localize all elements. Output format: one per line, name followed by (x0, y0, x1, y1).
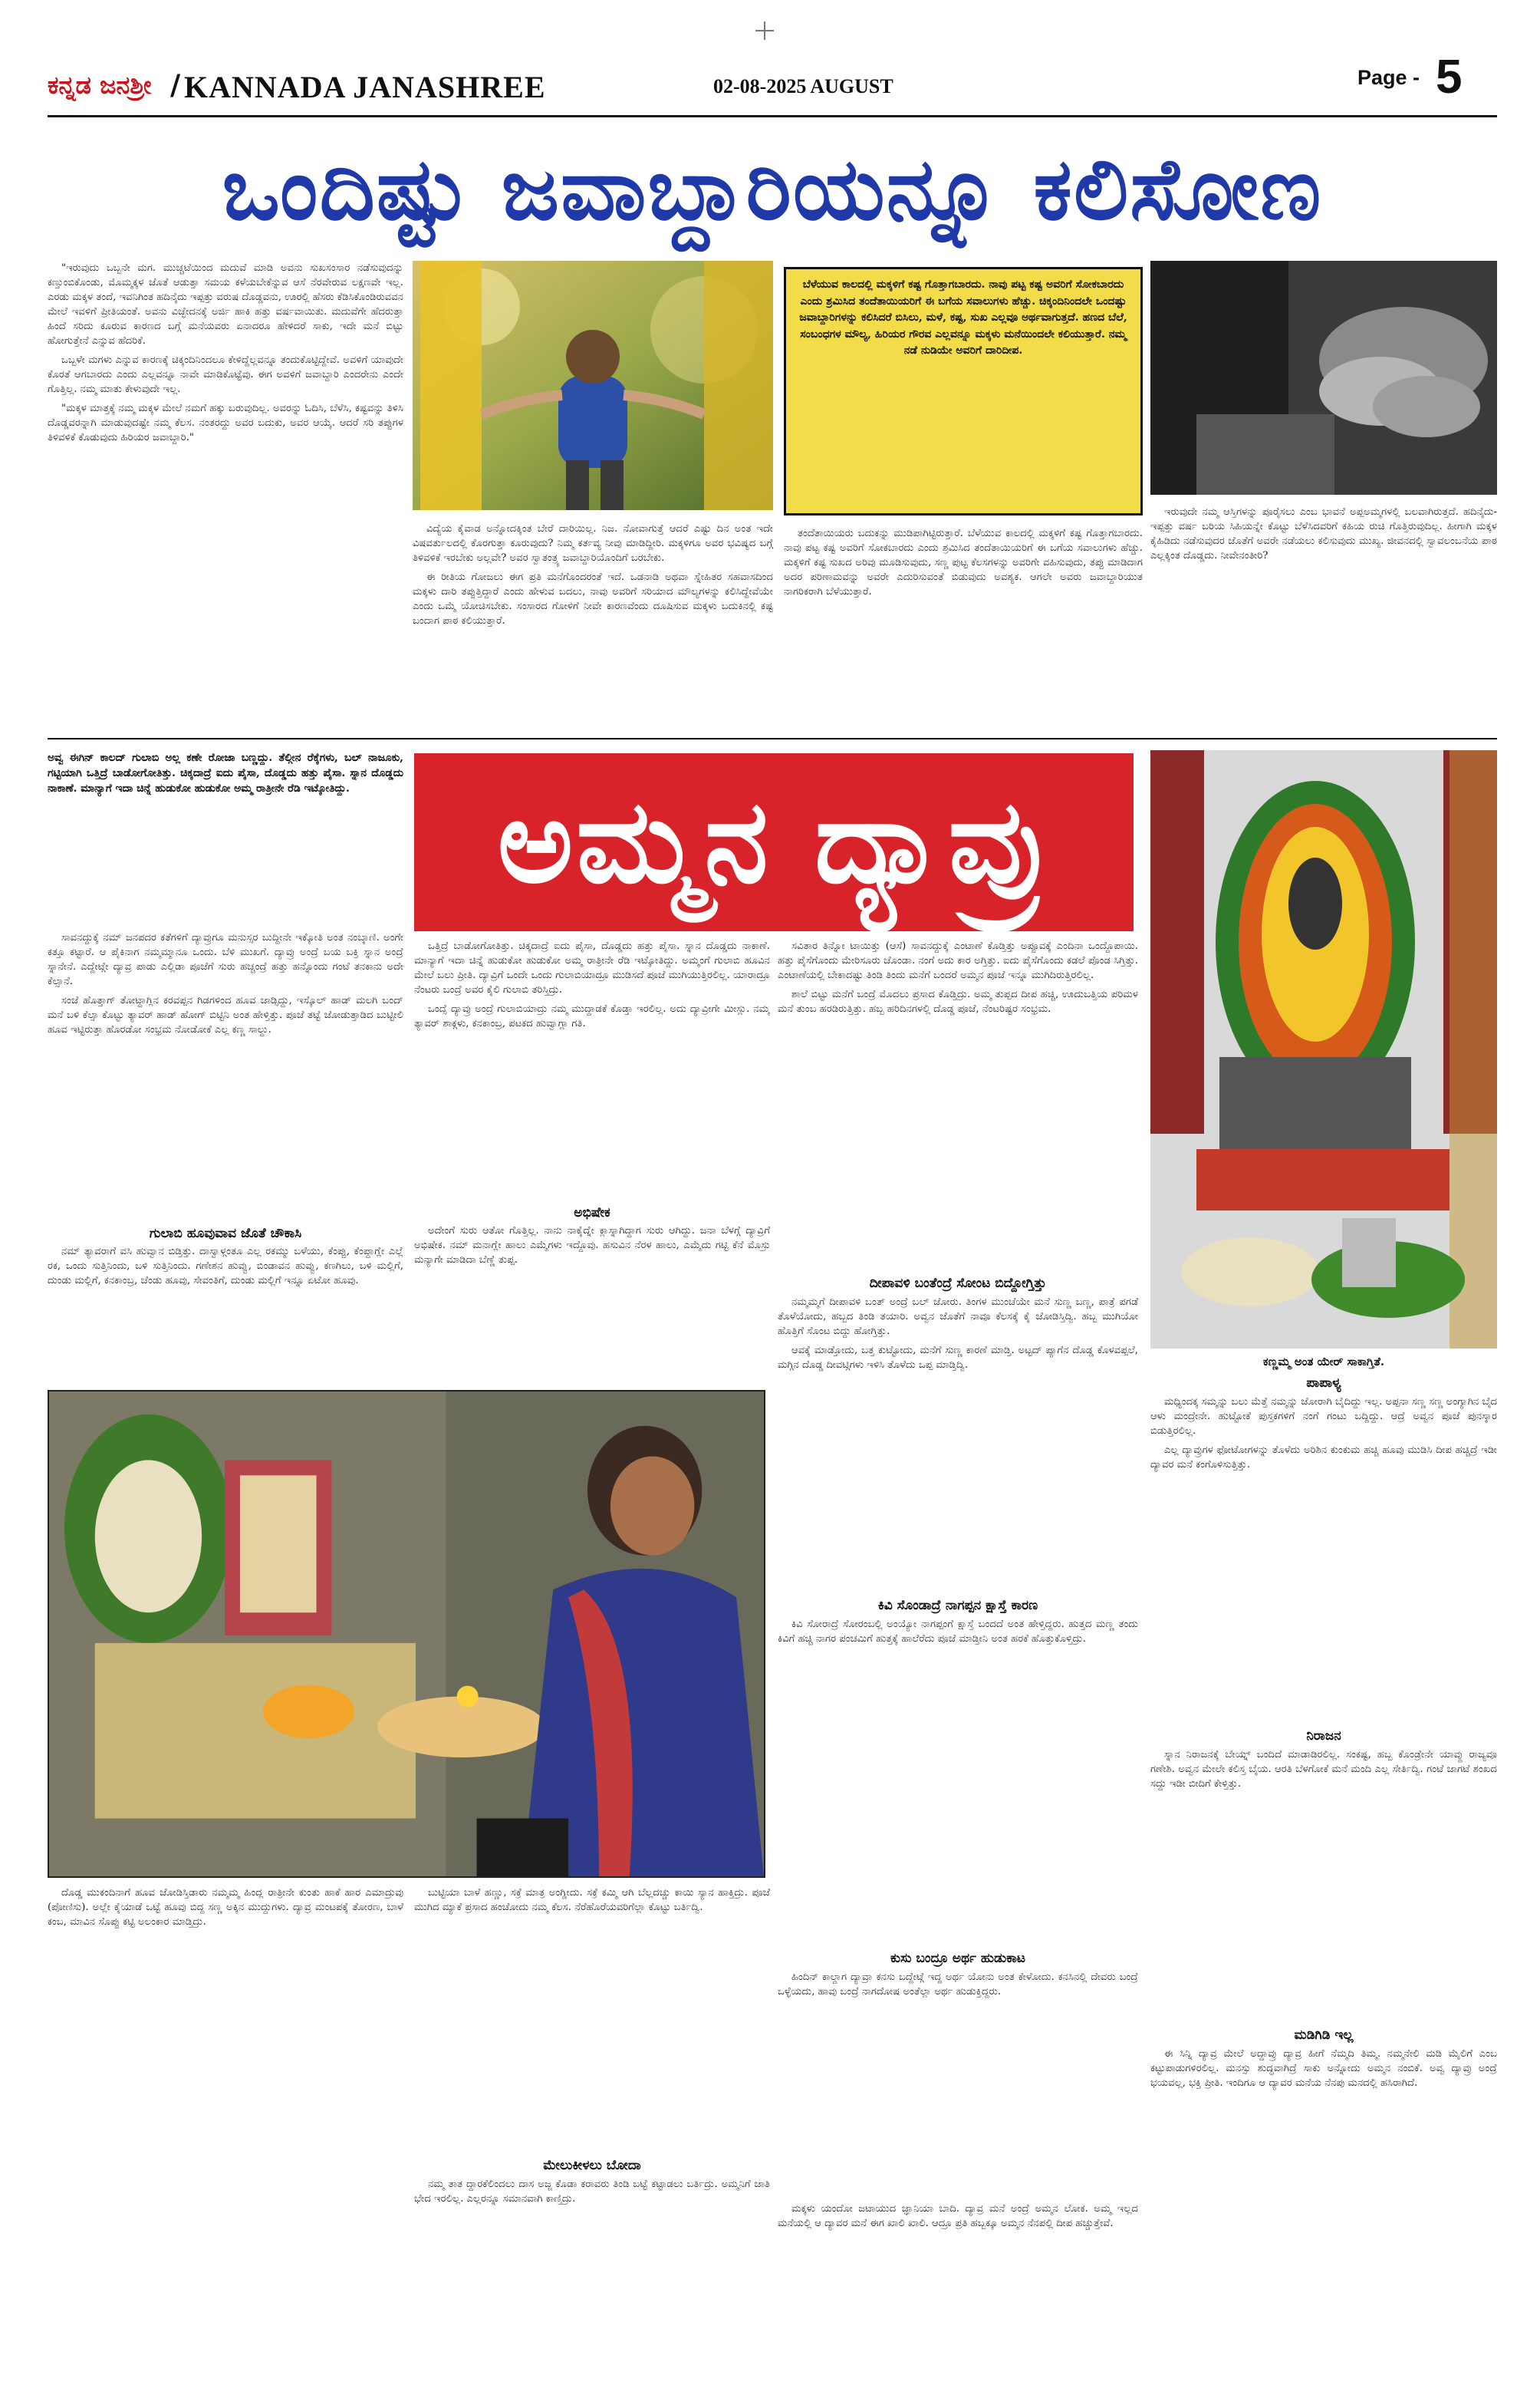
holding-hands-photo (1150, 261, 1497, 495)
article2-col1 (48, 930, 403, 1222)
shrine-photo-caption: ಕಣ್ಣಮ್ಮ ಅಂತ ಯೇರ್ ಸಾಕಾಗ್ತಿತೆ. (1262, 1355, 1385, 1368)
section-rule (48, 738, 1497, 739)
article2-col1-para: ಸಂಜೆ ಹೊತ್ತಾಗ್ ತೋಟ್ದಾಗ್ಲಿನ ಕರವಪ್ಪನ ಗಿಡಗಳಿಂದ ಹೂವ ಜಾಡ್ಸಿದ್ದು, ಇಸ್ಕೊಲ್ ಹಾಡ್ ಮಲಗಿ ಬಂದ್ ಮನೆ ಬಳಿ ಕೆಲ್ಸಾ ಕೊಟ್ಟು ತ್ಯಾವರ್ ಹಾಡ್ ಹೋಗ್ ಬಿಟ್ಟಿನಿ ಅಂತ ಹೇಳ್ತಿತ್ತು. ಪೂಜೆ ತಟ್ಟೆ ಜೋಡುತ್ತಾಡಿದ ಬುಟ್ಟೀಲಿ ಹೂವ ಇಟ್ಟಿರುತ್ತಾ ಹೊರಡೋ ಸಂಭ್ರಮ ನೋಡೋಕೆ ಎಲ್ಲ ಕಣ್ಣ ಸಾಲ್ದು. (48, 995, 403, 1036)
article2-colB3-para: ಮಕ್ಕಳು ಯಂದೋ ಜಟಾಯುದ ಜ್ಞಾನಿಯಾ ಬಾದಿ. ದ್ಯಾವ್ರ ಮನೆ ಅಂದ್ರೆ ಅಮ್ಮನ ಲೋಕ. ಅಮ್ಮ ಇಲ್ಲದ ಮನೆಯಲ್ಲಿ ಆ ದ್ಯಾವರ ಮನೆ ಈಗ ಖಾಲಿ ಖಾಲಿ. ಆದ್ರೂ ಪ್ರತಿ ಹಬ್ಬಕ್ಕೂ ಅಮ್ಮನ ನೆನಪಲ್ಲಿ ದೀಪ ಹಚ್ಚುತ್ತೇವೆ. (778, 2203, 1138, 2229)
article2-col3c (778, 1617, 1138, 1939)
article1-col2-para: ವಿದ್ಯೆಯ ಕೈವಾಡ ಅನ್ನೋದಕ್ಕಿಂತ ಬೇರೆ ದಾರಿಯಿಲ್ಲ. ನಿಜ. ನೋವಾಗುತ್ತೆ ಆದರೆ ಎಷ್ಟು ದಿನ ಅಂತ ಇದೇ ವಿಷವರ್ತುಲದಲ್ಲಿ ಕೊರಗುತ್ತಾ ಕೂರುವುದು? ನಿಮ್ಮ ಕರ್ತವ್ಯ ನೀವು ಮಾಡಿದ್ದೀರಿ. ಮಕ್ಕಳಿಗೂ ಅವರ ಭವಿಷ್ಯದ ಬಗ್ಗೆ ತಿಳಿವಳಿಕೆ ಇರಬೇಕು ಅಲ್ಲವೇ? ಅವರ ಸ್ವಾತಂತ್ರ್ಯ ಜವಾಬ್ದಾರಿಯೊಂದಿಗೆ ಬರಬೇಕು. (413, 523, 773, 564)
article1-col1 (48, 261, 403, 729)
article1-col2-para: ಈ ರೀತಿಯ ಗೋಜಲು ಈಗ ಪ್ರತಿ ಮನೆಗೊಂದರಂತೆ ಇದೆ. ಒಡನಾಡಿ ಅಥವಾ ಸ್ನೇಹಿತರ ಸಹವಾಸದಿಂದ ಮಕ್ಕಳು ದಾರಿ ತಪ್ಪುತ್ತಿದ್ದಾರೆ ಎಂದು ಹೇಳುವ ಬದಲು, ನಾವು ಅವರಿಗೆ ಸರಿಯಾದ ಮೌಲ್ಯಗಳನ್ನು ಕಲಿಸಿದ್ದೇವೆಯೇ ಎಂದು ಒಮ್ಮೆ ಯೋಚಿಸಬೇಕು. ಸಂಸಾರದ ಗೋಳಿಗೆ ನೀವೇ ಕಾರಣವೆಂದು ದೂಷಿಸುವ ಮಕ್ಕಳು ಬದುಕಿನಲ್ಲಿ ಕಷ್ಟ ಬಂದಾಗ ಪಾಠ ಕಲಿಯುತ್ತಾರೆ. (413, 571, 773, 627)
article2-col4-para: ಎಲ್ಲ ದ್ಯಾವ್ರುಗಳ ಫೋಟೋಗಳನ್ನು ತೊಳೆದು ಅರಿಶಿನ ಕುಂಕುಮ ಹಚ್ಚಿ ಹೂವು ಮುಡಿಸಿ ದೀಪ ಹಚ್ಚಿದ್ರೆ ಇಡೀ ದ್ಯಾವರ ಮನೆ ಕಂಗೊಳಿಸುತ್ತಿತ್ತು. (1150, 1444, 1497, 1471)
article2-subhead-rose: ಗುಲಾಬಿ ಹೂವುವಾವ ಜೊತೆ ಚೌಕಾಸಿ (149, 1226, 302, 1241)
shrine-photo (1150, 750, 1497, 1349)
article2-subhead-deepavali: ದೀಪಾವಳಿ ಬಂತೆಂದ್ರೆ ಸೋಂಟ ಬಿದ್ದೋಗ್ತಿತ್ತು (869, 1276, 1047, 1291)
article1-col1-para: "ಇರುವುದು ಒಬ್ಬನೇ ಮಗ. ಮುಚ್ಚಟೆಯಿಂದ ಮದುವೆ ಮಾಡಿ ಅವನು ಸುಖಸಂಸಾರ ನಡೆಸುವುದನ್ನು ಕಣ್ತುಂಬಿಕೊಂಡು, ಮೊಮ್ಮಕ್ಕಳ ಜೊತೆ ಆಡುತ್ತಾ ಸಮಯ ಕಳೆಯಬೇಕೆನ್ನುವ ಆಸೆ ನೆರವೇರುವ ಲಕ್ಷಣವೇ ಇಲ್ಲ. ಎರಡು ಮಕ್ಕಳ ತಂದೆ, ಇವನಿಗಿಂತ ಹದಿನೈದು ಇಪ್ಪತ್ತು ವರುಷ ದೊಡ್ಡವನು, ಊರಲ್ಲಿ ಹೆಸರು ಕೆಡಿಸಿಕೊಂಡಿರುವವನ ಮೇಲೆ ಇವಳಿಗೆ ಪ್ರೀತಿಯಂತೆ. ಅವನು ವಿಚ್ಛೇದನಕ್ಕೆ ಅರ್ಜಿ ಹಾಕಿ ಹತ್ತು ವರ್ಷವಾಯಿತು. ಮದುವೆಗೇ ಹೆದರುತ್ತಾ ಹಿಂದೆ ಸರಿದು ಕೂರುವ ಕಾರಣದ ಬಗ್ಗೆ ಮನೆಯವರು ಏನಾದರೂ ಹೇಳಿದರೆ ಸಾಕು, ಇದೇ ಮನೆ ಬಿಟ್ಟು ಹೋಗುತ್ತೇನೆ ಎನ್ನುವ ಹೆದರಿಕೆ. (48, 262, 403, 347)
article2-colB1 (48, 1886, 403, 2384)
article2-colB3 (778, 2202, 1138, 2384)
article2-col1b-para: ನಮ್ ತ್ಯಾವರಾಗೆ ವಸಿ ಹುವ್ವಾನ ಬಿಡ್ತಿತ್ತು. ದಾಸ್ವಾಳ್ಗಂತೂ ಎಲ್ಲ ರಕಮ್ಮು ಬಳೆಯು, ಕೆಂಪ್ಪು, ಕೆಂಪ್ದಾಗ್ಲೇ ಎಲ್ಲೆ ರಕ, ಒಂದು ಸುತ್ತಿನಿಂದು, ಬಳಿ ಸುತ್ತಿನಿಂದು. ಗಣೇಶನ ಹುವ್ವು, ಬಿಂಡಾವನ ಹುವ್ವು, ಕಣಗಿಲು, ಬಳಿ ಮಲ್ಲಿಗೆ, ದುಂಡು ಮಲ್ಲಿಗೆ, ಕನಕಾಂಬ್ರ, ಚೆಂಡು ಹೂವು, ಸೇವಂತಿಗೆ, ದುಂಡು ಮಲ್ಲಿಗೆ ಇನ್ನೂ ಏಟೋ ಹೂವು. (48, 1246, 403, 1286)
article2-subhead-kivi: ಕಿವಿ ಸೊಂಡಾದ್ರೆ ನಾಗಪ್ಪನ ಕ್ಷಾಸ್ತೆ ಕಾರಣ (877, 1598, 1038, 1613)
article2-col3-para: ಶಾಲೆ ಬಿಟ್ಟು ಮನೆಗೆ ಬಂದ್ರೆ ಮೊದಲು ಪ್ರಸಾದ ಕೊಡ್ತಿದ್ರು. ಅಮ್ಮ ತುಪ್ಪದ ದೀಪ ಹಚ್ಚಿ, ಊದುಬತ್ತಿಯ ಪರಿಮಳ ಮನೆ ತುಂಬ ಹರಡಿರುತ್ತಿತ್ತು. ಹಬ್ಬ ಹರಿದಿನಗಳಲ್ಲಿ ದೊಡ್ಡ ಪೂಜೆ, ನೆಂಟರಿಷ್ಟರ ಸಂಭ್ರಮ. (778, 989, 1138, 1015)
article2-col3d (778, 1970, 1138, 2200)
article2-col4-para: ಮಧ್ಯಿಂದಕ್ಕ ಸಮ್ಮನ್ನು ಬಲು ಮೆತ್ತೆ ನಮ್ಮನ್ನು ಜೋರಾಗಿ ಬೈದಿದ್ದು ಇಲ್ಲ. ಅಪ್ಪನಾ ಸಣ್ಣ ಸಣ್ಣ ಅಂಗ್ಯಾಗಿನ ಬೈದ ಆಳು ಮಂದ್ರೇನೇ. ಹುಟ್ಟೋಕೆ ಪುಸ್ತಕಗಳಿಗೆ ನಂಗೆ ಗಂಟು ಬದ್ದಿದ್ದು. ಆದ್ರೆ ಅವ್ವನ ಪೂಜೆ ಪುನಸ್ಕಾರ ಬಿಡುತ್ತಿರಲಿಲ್ಲ. (1150, 1396, 1497, 1437)
article2-col1-para: ಸಾವನದ್ದುಕ್ಕೆ ನಮ್ ಜನಪದರ ಕತೆಗಳಿಗೆ ದ್ಯಾವ್ರುಗೂ ಮನುಸ್ಸರ ಬುದ್ದೀನೇ ಇಕ್ಕೋತಿ ಅಂತ ನಂಬ್ಕಾಣಿ. ಅಂಗೇ ಕತ್ತೂ ಕಟ್ಟಾರೆ. ಆ ಪೈಕಿನಾಗ ನಮ್ಮಮ್ಮಾನೂ ಒಂದು. ಬೆಳಿ ಮುಖಗೆ. ದ್ಯಾವ್ರು ಅಂದ್ರೆ ಬಯ ಬಕ್ತಿ ಸ್ನಾನ ಅಂದ್ರೆ ಸ್ನಾನೇನೆ. ಎದ್ದೇಟ್ಗೇ ದ್ಯಾವ್ರ ಪಾಡು ಎಲ್ಲಿಡಾ ಪೂಜೆಗೆ ಸುರು ಹಚ್ಚಂದ್ರೆ ಹತ್ತು ಹನ್ನೊಂದು ಗಂಟೆ ತನಕಾನು ಅದೇ ಕೆಲ್ಸಾನೆ. (48, 932, 403, 987)
article2-col3 (778, 939, 1138, 1269)
article2-subhead-abhisheka: ಅಭಿಷೇಕ (574, 1205, 610, 1220)
article2-col4b-para: ಸ್ನಾನ ನಿರಾಜನಕ್ಕೆ ಬೇಯ್ನ್ ಬಂದಿದೆ ಮಾಡಾಡಿರಲಿಲ್ಲ. ಸಂಕಷ್ಟ, ಹಬ್ಬ ಕೊಂಡ್ರೇನೇ ಯಾವ್ದು ರಾಜ್ಯವೂ ಗಣೇಶಿ. ಅವ್ವನ ಮೇಲೇ ಕಲಿಸ್ತ ಬೈಯ. ಆರತಿ ಬೆಳಗೋಕೆ ಮನೆ ಮಂದಿ ಎಲ್ಲ ಸೇರ್ತಿದ್ವಿ. ಗಂಟೆ ಜಾಗಟೆ ಶಂಖದ ಸದ್ದು ಇಡೀ ಬೀದಿಗೆ ಕೇಳ್ತಿತ್ತು. (1150, 1749, 1497, 1790)
article2-colB2-para: ಬುಟ್ಟಿಯಾ ಬಾಳೆ ಹಣ್ಣು, ಸಕ್ರೆ ಮಾತ್ರ ಅಂಗ್ಡೀದು. ಸಕ್ರೆ ಕಮ್ಮಿ ಆಗಿ ಬೆಲ್ಲದಚ್ಚು ಕಾಯಿ ಸ್ಯಾನ ಹಾಕ್ತಿದ್ರು. ಪೂಜೆ ಮುಗಿದ ಮ್ಯಾಕೆ ಪ್ರಸಾದ ಹಂಚೋದು ನಮ್ಮ ಕೆಲಸ. ನೆರೆಹೊರೆಯವರಿಗೆಲ್ಲಾ ಕೊಟ್ಟು ಬರ್ತಿದ್ವಿ. (414, 1887, 770, 1913)
article2-col2b-para: ಅದೇಂಗೆ ಸುರು ಆತೋ ಗೊತ್ತಿಲ್ಲ. ನಾನು ನಾಕೈದ್ನೇ ಕ್ಲಾಸ್ನಾಗಿದ್ದಾಗ ಸುರು ಆಗಿದ್ದು. ಜನಾ ಬೆಳಗ್ಗೆ ದ್ಯಾವ್ರಿಗೆ ಅಭಿಷೇಕ. ನಮ್ ಮನಾಗ್ಲೇ ಹಾಲು ಎಮ್ಮೆಗಳು ಇದ್ದೊವು. ಹಸುವಿನ ನೆರಳ ಹಾಲು, ಎಮ್ಮೆದು ಗಟ್ಟಿ ಕೆನೆ ಮೊಸ್ರು ಮನ್ಯಾಗೇ ಮಾಡಿದಾ ಬೆಣ್ಣೆ ತುಪ್ಪ. (414, 1225, 770, 1266)
issue-date: 02-08-2025 AUGUST (713, 75, 893, 97)
article2-col4b (1150, 1747, 1497, 2024)
article2-title: ಅಮ್ಮನ ದ್ಯಾವ್ರು (414, 753, 1134, 931)
parent-child-photo (413, 261, 773, 510)
article1-col2 (413, 522, 773, 730)
article1-col3-para: ತಂದೆತಾಯಿಯರು ಬದುಕನ್ನು ಮುಡಿಪಾಗಿಟ್ಟಿರುತ್ತಾರೆ. ಬೆಳೆಯುವ ಕಾಲದಲ್ಲಿ ಮಕ್ಕಳಿಗೆ ಕಷ್ಟ ಗೊತ್ತಾಗಬಾರದು. ನಾವು ಪಟ್ಟ ಕಷ್ಟ ಅವರಿಗೆ ಸೋಕಬಾರದು ಎಂದು ಶ್ರಮಿಸಿದ ತಂದೆತಾಯಿಯರಿಗೆ ಈ ಬಗೆಯ ಸವಾಲುಗಳು ಹೆಚ್ಚು. ಮಕ್ಕಳಿಗೆ ಕಷ್ಟ ಸುಖದ ಅರಿವು ಮೂಡಿಸುವುದು, ಸಣ್ಣ ಪುಟ್ಟ ಕೆಲಸಗಳನ್ನು ಅವರಿಗೇ ವಹಿಸುವುದು, ತಪ್ಪು ಮಾಡಿದಾಗ ಅದರ ಪರಿಣಾಮವನ್ನು ಅವರೇ ಎದುರಿಸುವಂತೆ ಬಿಡುವುದು ಅವಶ್ಯಕ. ಆಗಲೇ ಅವರು ಜವಾಬ್ದಾರಿಯುತ ನಾಗರಿಕರಾಗಿ ಬೆಳೆಯುತ್ತಾರೆ. (784, 528, 1143, 598)
article1-callout: ಬೆಳೆಯುವ ಕಾಲದಲ್ಲಿ ಮಕ್ಕಳಿಗೆ ಕಷ್ಟ ಗೊತ್ತಾಗಬಾರದು. ನಾವು ಪಟ್ಟ ಕಷ್ಟ ಅವರಿಗೆ ಸೋಕಬಾರದು ಎಂದು ಶ್ರಮಿಸಿದ ತಂದೆತಾಯಿಯರಿಗೆ ಈ ಬಗೆಯ ಸವಾಲುಗಳು ಹೆಚ್ಚು. ಚಿಕ್ಕಂದಿನಿಂದಲೇ ಒಂದಷ್ಟು ಜವಾಬ್ದಾರಿಗಳನ್ನು ಕಲಿಸಿದರೆ ಬಿಸಿಲು, ಮಳೆ, ಕಷ್ಟ, ಸುಖ ಎಲ್ಲವೂ ಅರ್ಥವಾಗುತ್ತದೆ. ಹಣದ ಬೆಲೆ, ಸಂಬಂಧಗಳ ಮೌಲ್ಯ, ಹಿರಿಯರ ಗೌರವ ಎಲ್ಲವನ್ನೂ ಮಕ್ಕಳು ಮನೆಯಿಂದಲೇ ಕಲಿಯುತ್ತಾರೆ. ನಮ್ಮ ನಡೆ ನುಡಿಯೇ ಅವರಿಗೆ ದಾರಿದೀಪ. (784, 267, 1143, 515)
article2-subhead-madi: ಮಡಿಗಿಡಿ ಇಲ್ಲ (1294, 2027, 1354, 2043)
article2-col3-para: ಸವಿತಾರ ತಿನ್ನೋ ಟಾಯಿತ್ತು (ಆಸೆ) ಸಾವನದ್ದುಕ್ಕೆ ಎಂಟಾಣೆ ಕೊಡ್ತಿತ್ತು ಅಪ್ಪೂವಕ್ಕೆ ಎಂದಿನಾ ಒಂದ್ದೊಪಾಯಿ. ಹತ್ತು ಪೈಸೆಗೊಂದು ಮೇರಿಸೂರು ಚೊಂಡಾ. ನಂಗೆ ಅದು ಕಾರ ಅಗ್ತಿತ್ತು. ಐದು ಪೈಸೆಗೊಂದು ಕಡಲೆ ಪೊಂಡ ಸಿಗ್ತಿತ್ತು. ಎಂಟಾಣೆಯಲ್ಲಿ ಬೇಕಾದಷ್ಟು ತಿಂಡಿ ತಿಂದು ಮನೆಗೆ ಬಂದರೆ ಅಮ್ಮನ ಪೂಜೆ ಇನ್ನೂ ಮುಗಿದಿರುತ್ತಿರಲಿಲ್ಲ. (778, 940, 1138, 981)
article2-subhead-nirajana: ನಿರಾಜನ (1306, 1728, 1341, 1744)
article2-colB2 (414, 1886, 770, 2154)
article2-colB2b-para: ನಮ್ಮ ತಾತ ದ್ದಾರಕೆಲಿಂದಲು ದಾಸ ಅಜ್ಜ ಕೊಡಾ ಕರಾವರು ತಿಂಡಿ ಬಟ್ಟೆ ಕಟ್ಟಾಡಲು ಬರ್ತಿದ್ರು. ಅಮ್ಮನಿಗೆ ಜಾತಿ ಭೇದ ಇರಲಿಲ್ಲ. ಎಲ್ಲರನ್ನೂ ಸಮಾನವಾಗಿ ಕಾಣ್ತಿದ್ರು. (414, 2179, 770, 2205)
brand-kannada: ಕನ್ನಡ ಜನಶ್ರೀ (48, 71, 152, 100)
article2-col3b-para: ನಮ್ಮಮ್ಮಗೆ ದೀಪಾವಳಿ ಬಂತ್ ಅಂದ್ರೆ ಬಲ್ ಜೋರು. ತಿಂಗಳ ಮುಂಚೆಯೇ ಮನೆ ಸುಣ್ಣ ಬಣ್ಣ, ಪಾತ್ರೆ ಪಗಡೆ ತೊಳೆಯೋದು, ಹಬ್ಬದ ತಿಂಡಿ ತಯಾರಿ. ಅವ್ವನ ಜೊತೆಗೆ ನಾವೂ ಕೆಲಸಕ್ಕೆ ಕೈ ಜೋಡಿಸ್ತಿದ್ವಿ. ಹಬ್ಬ ಮುಗಿಯೋ ಹೊತ್ತಿಗೆ ಸೊಂಟ ಬಿದ್ದು ಹೋಗ್ತಿತ್ತು. (778, 1296, 1138, 1337)
brand-separator: / (170, 69, 181, 101)
article2-col3d-para: ಹಿಂದಿನ್ ಕಾಲ್ದಾಗ ದ್ಯಾವ್ರಾ ಕನಸು ಬದ್ದೇಟ್ಗೆ ಇದ್ದ ಅರ್ಥ ಯೋನು ಅಂತ ಕೇಳೋದು. ಕನಸಿನಲ್ಲಿ ದೇವರು ಬಂದ್ರೆ ಒಳ್ಳೆಯದು, ಹಾವು ಬಂದ್ರೆ ನಾಗದೋಷ ಅಂತೆಲ್ಲಾ ಅರ್ಥ ಹುಡುಕ್ತಿದ್ದರು. (778, 1971, 1138, 1998)
article2-col1b (48, 1244, 403, 1382)
article1-col4-para: ಇರುವುದೇ ನಮ್ಮ ಆಸ್ತಿಗಳನ್ನು ಪೂರೈಸಲು ಎಂಬ ಭಾವನೆ ಅಪ್ಪಅಮ್ಮಗಳಲ್ಲಿ ಬಲವಾಗಿರುತ್ತದೆ. ಹದಿನೈದು-ಇಪ್ಪತ್ತು ವರ್ಷ ಬರಿಯ ಸಿಹಿಯನ್ನೇ ಕೊಟ್ಟು ಬೆಳೆಸಿದವರಿಗೆ ಕಹಿಯ ರುಚಿ ಗೊತ್ತಿರುವುದಿಲ್ಲ. ಹೀಗಾಗಿ ಮಕ್ಕಳ ಕೈಹಿಡಿದು ನಡೆಸುವುದರ ಜೊತೆಗೆ ಅವರೇ ನಡೆಯಲು ಕಲಿಸುವುದು ಮುಖ್ಯ. ಜೀವನದಲ್ಲಿ ಸ್ವಾವಲಂಬನೆಯ ಪಾಠ ಎಲ್ಲಕ್ಕಿಂತ ದೊಡ್ಡದು. ನೀವೇನಂತೀರಿ? (1150, 506, 1497, 562)
page-label: Page - (1357, 66, 1420, 89)
article2-subhead-papalya: ಪಾಪಾಳ್ಯ (1306, 1375, 1341, 1391)
article2-subhead-kanasu: ಕುಸು ಬಂದ್ರೂ ಅರ್ಥ ಹುಡುಕಾಟ (890, 1951, 1026, 1966)
article1-col1-para: "ಮಕ್ಕಳ ಮಾತ್ತಕ್ಕೆ ನಮ್ಮ ಮಕ್ಕಳ ಮೇಲೆ ನಮಗೆ ಹಕ್ಕು ಬರುವುದಿಲ್ಲ. ಅವರನ್ನು ಓದಿಸಿ, ಬೆಳೆಸಿ, ಕಷ್ಟವನ್ನು ತಿಳಿಸಿ ದೊಡ್ಡವರನ್ನಾಗಿ ಮಾಡುವುದಷ್ಟೇ ನಮ್ಮ ಕೆಲಸ. ನಂತರದ್ದು ಅವರ ಬದುಕು, ಅವರ ಆಯ್ಕೆ. ಆದರೆ ಸರಿ ತಪ್ಪುಗಳ ತಿಳಿವಳಿಕೆ ಕೊಡುವುದು ಹಿರಿಯರ ಜವಾಬ್ದಾರಿ." (48, 403, 403, 443)
registration-mark-icon (755, 21, 774, 40)
article2-col3b-para: ಆವಕ್ಕೆ ಮಾಡ್ತೋದು, ಬತ್ತ ಕುಟ್ಟೋದು, ಮನೆಗೆ ಸುಣ್ಣ ಕಾರಣೆ ಮಾಡ್ತಿ. ಅಟ್ಟದ್ ಪ್ಯಾಗೆನ ದೊಡ್ಡ ಕೊಳವಪ್ಪಲೆ, ಮಗ್ಗಿನ ದೊಡ್ಡ ದೀವಟ್ಗಿಗಳು ಇಳಿಸಿ ತೊಳೆದು ಒಪ್ಪ ಮಾಡ್ತಿದ್ವಿ. (778, 1345, 1138, 1371)
article2-col4c-para: ಈ ಸಿನ್ನಿ ದ್ಯಾವ್ರ ಮೇಲೆ ಅದ್ದಾವ್ರು ದ್ಯಾವ್ರ ಹೀಗೆ ನೆಮ್ಮದಿ ತಿಮ್ಮ. ನಮ್ಮನೇಲಿ ಮಡಿ ಮೈಲಿಗೆ ಎಂಬ ಕಟ್ಟುಪಾಡುಗಳಿರಲಿಲ್ಲ. ಮನಸ್ಸು ಶುದ್ಧವಾಗಿದ್ರೆ ಸಾಕು ಅನ್ನೋದು ಅಮ್ಮನ ನಂಬಿಕೆ. ಅವ್ವ ದ್ಯಾವ್ರು ಅಂದ್ರೆ ಭಯವಲ್ಲ, ಭಕ್ತಿ ಪ್ರೀತಿ. ಇಂದಿಗೂ ಆ ದ್ಯಾವರ ಮನೆಯ ನೆನಪು ಮನದಲ್ಲಿ ಹಸಿರಾಗಿದೆ. (1150, 2048, 1497, 2089)
article2-col2-para: ಒತ್ತಿದ್ರೆ ಬಾಡೋಗೋತಿತ್ತು. ಚಿಕ್ಕದಾದ್ರೆ ಐದು ಪೈಸಾ, ದೊಡ್ಡದು ಹತ್ತು ಪೈಸಾ. ಸ್ನಾನ ದೊಡ್ಡದು ನಾಕಾಣೆ. ಮಾನ್ಯಾಗೆ ಇದಾ ಚಿನ್ನೆ ಹುಡುಕೋ ಹುಡುಕೋ ಅಮ್ಮ ರಾತ್ರೀನೇ ರೆಡಿ ಇಟ್ಕೋತಿದ್ದು. ಅಮ್ಮಂಗೆ ಗುಲಾಬಿ ಹೂವಿನ ಮೇಲೆ ಬಲು ಪ್ರೀತಿ. ದ್ಯಾವ್ರಿಗೆ ಒಂದೇ ಒಂದು ಗುಲಾಬಿಯಾದ್ರೂ ಮುಡಿಸದೆ ಪೂಜೆ ಮುಗಿಯುತ್ತಿರಲಿಲ್ಲ. ಯಾರಾದ್ರೂ ನೆಂಟರು ಬಂದ್ರೆ ಅವರ ಕೈಲಿ ಗುಲಾಬಿ ತರಿಸ್ತಿದ್ರು. (414, 940, 770, 996)
woman-aarti-photo (48, 1390, 765, 1878)
article2-col4 (1150, 1395, 1497, 1724)
article2-col2 (414, 939, 770, 1200)
article2-colB1-para: ದೊಡ್ಡ ಮುಕಂದಿನಾಗೆ ಹೂವ ಜೋಡಿಸ್ತಿಡಾರು ನಮ್ಮಮ್ಮ ಹಿಂದ್ಲ ರಾತ್ರೀನೇ ಕುಂತು ಹಾಕೆ ಹಾರ ಎಮಾದ್ರುವು (ಪೋಣಿಸು). ಅಲ್ಲೇ ಕೈಯಾಡೆ ಒಟ್ಟೆ ಹೂವು ಬಿದ್ದ ಸಣ್ಣ ಅಕ್ಕಿನ ಮುದ್ದುಗಳು. ದ್ಯಾವ್ರ ಮಂಟಪಕ್ಕೆ ತೋರಣ, ಬಾಳೆ ಕಂಬ, ಮಾವಿನ ಸೊಪ್ಪು ಕಟ್ಟಿ ಅಲಂಕಾರ ಮಾಡ್ತಿದ್ರು. (48, 1887, 403, 1928)
article2-intro: ಅವ್ವ ಈಗಿನ್ ಕಾಲದ್ ಗುಲಾಬಿ ಅಲ್ಲ ಕಣೇ ರೋಜಾ ಬಣ್ಣದ್ದು. ತೆಲ್ಗೀನ ರೆಕ್ಕೆಗಳು, ಬಲ್ ನಾಜೂಕು, ಗಟ್ಟಿಯಾಗಿ ಒತ್ತಿದ್ರೆ ಬಾಡೋಗೋತಿತ್ತು. ಚಿಕ್ಕದಾದ್ರೆ ಐದು ಪೈಸಾ, ದೊಡ್ಡದು ಹತ್ತು ಪೈಸಾ. ಸ್ನಾನ ದೊಡ್ಡದು ನಾಕಾಣೆ. ಮಾನ್ಯಾಗೆ ಇದಾ ಚಿನ್ನೆ ಹುಡುಕೋ ಹುಡುಕೋ ಅಮ್ಮ ರಾತ್ರೀನೇ ರೆಡಿ ಇಟ್ಕೋತಿದ್ದು. (48, 752, 403, 795)
article2-subhead-melukeelu: ಮೇಲುಕೀಳಲು ಬೋದಾ (543, 2158, 641, 2173)
article2-col3b (778, 1295, 1138, 1579)
page-number: 5 (1436, 51, 1463, 104)
article2-colB2b (414, 2177, 770, 2384)
article2-col3c-para: ಕಿವಿ ಸೋರಾದ್ರೆ ಸೋರಂಬಲ್ಲಿ ಅಂಯ್ಯೋ ನಾಗಪ್ಪಂಗೆ ಕ್ಷಾಸ್ತೆ ಬಂದದೆ ಅಂತ ಹೇಳ್ತಿದ್ದರು. ಹುತ್ತದ ಮಣ್ಣ ತಂದು ಕಿವಿಗೆ ಹಚ್ಚಿ ನಾಗರ ಪಂಚಮಿಗೆ ಹುತ್ತಕ್ಕೆ ಹಾಲೆರೆದು ಪೂಜೆ ಮಾಡ್ತೀನಿ ಅಂತ ಹರಕೆ ಹೊತ್ತುಕೊಳ್ತಿದ್ರು. (778, 1619, 1138, 1645)
article2-col2b (414, 1224, 770, 1382)
article1-col1-para: ಒಬ್ಬಳೇ ಮಗಳು ಎನ್ನುವ ಕಾರಣಕ್ಕೆ ಚಿಕ್ಕಂದಿನಿಂದಲೂ ಕೇಳಿದ್ದೆಲ್ಲವನ್ನೂ ತಂದುಕೊಟ್ಟಿದ್ದೇವೆ. ಅವಳಿಗೆ ಯಾವುದೇ ಕೊರತೆ ಆಗಬಾರದು ಎಂದು ಎಲ್ಲವನ್ನೂ ನಾವೇ ಮಾಡಿಕೊಟ್ಟೆವು. ಈಗ ಅವಳಿಗೆ ಜವಾಬ್ದಾರಿ ಎಂದರೇನು ಎಂದೇ ಗೊತ್ತಿಲ್ಲ. ನಮ್ಮ ಮಾತು ಕೇಳುವುದೇ ಇಲ್ಲ. (48, 354, 403, 395)
article2-col2-para: ಒಂದ್ಸೆ ದ್ಯಾವ್ರು ಅಂದ್ರೆ ಗುಲಾಬಿಯಾದ್ರು ನಮ್ಮ ಮುದ್ದಾಡಕೆ ಕೊಡ್ತಾ ಇರಲಿಲ್ಲ. ಅದು ದ್ಯಾವ್ರೀಗೇ ಮೀಸ್ಲು. ನಮ್ಮ ತ್ಯಾವರ್ ಶಾಕ್ಗಳು, ಕನಕಾಂಬ್ರ, ಪಟಕದ ಹುವ್ವಾಗ್ಲಾ ಗತಿ. (414, 1003, 770, 1029)
header-rule (48, 115, 1497, 117)
article1-headline: ಒಂದಿಷ್ಟು ಜವಾಬ್ದಾರಿಯನ್ನೂ ಕಲಿಸೋಣ (222, 140, 1323, 239)
article2-col4c (1150, 2047, 1497, 2384)
article1-col4 (1150, 505, 1497, 730)
article1-col3 (784, 526, 1143, 730)
brand-english: KANNADA JANASHREE (184, 70, 546, 104)
